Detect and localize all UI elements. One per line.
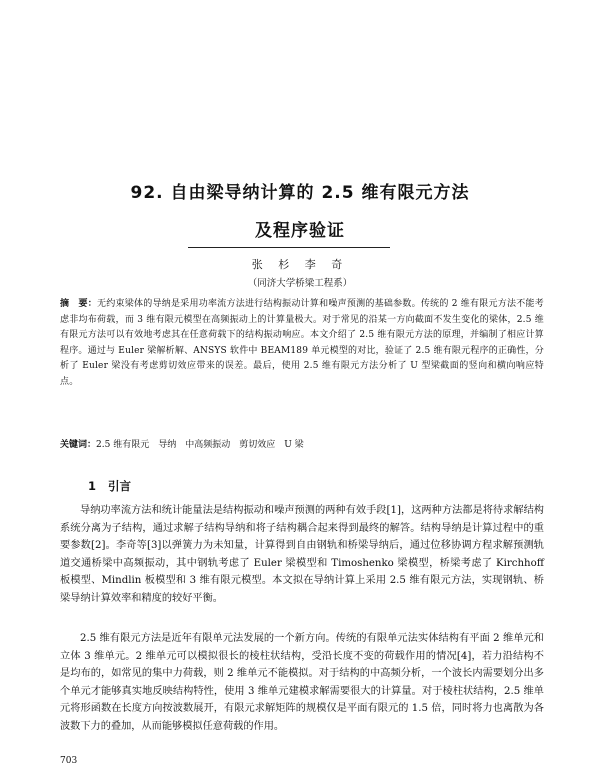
abstract-label: 摘 要： [60,299,98,309]
section-number: 1 [88,479,97,493]
keywords-label: 关键词： [60,440,97,450]
body-paragraph: 2.5 维有限元方法是近年有限单元法发展的一个新方向。传统的有限单元法实体结构有平面 2 维单元和立体 3 维单元。2 维单元可以模拟很长的棱柱状结构，受沿长度不变的荷载作用的情况[4]，若力沿结构不是均布的，如常见的集中力荷载，则 2 维单元不能模拟。对于结构的中高频分析，一个波长内需要划分出多个单元才能够真实地反映结构特性，使用 3 维单元建模求解需要很大的计算量。对于棱柱状结构，2.5 维单元将形函数在长度方向按波数展开，有限元求解矩阵的规模仅是平面有限元的 1.5 倍，同时将力也离散为各波数下力的叠加，从而能够模拟任意荷载的作用。 [60,633,544,732]
keywords [60,437,544,450]
affiliation: （同济大学桥梁工程系） [247,278,353,289]
section-heading [88,478,143,494]
paper-title-line1: 92. 自由梁导纳计算的 2.5 维有限元方法 [130,183,470,203]
page-number: 703 [60,756,78,766]
section-title: 引言 [108,479,132,493]
paper-title-line2: 及程序验证 [255,221,345,241]
authors: 张 杉 李 奇 [251,258,349,271]
keywords-text: 2.5 维有限元 导纳 中高频振动 剪切效应 U 梁 [96,440,304,450]
abstract [60,297,544,390]
title-divider [188,247,390,248]
abstract-text: 无约束梁体的导纳是采用功率流方法进行结构振动计算和噪声预测的基础参数。传统的 2 维有限元方法不能考虑非均布荷载，而 3 维有限元模型在高频振动上的计算量极大。对于常见的沿某一方向截面不发生变化的梁体，2.5 维有限元方法可以有效地考虑其在任意荷载下的结构振动响应。本文介绍了 2.5 维有限元方法的原理，并编制了相应计算程序。通过与 Euler 梁解析解、ANSYS 软件中 BEAM189 单元模型的对比，验证了 2.5 维有限元程序的正确性，分析了 Euler 梁没有考虑剪切效应带来的误差。最后，使用 2.5 维有限元方法分析了 U 型梁截面的竖向和横向响应特点。 [60,299,544,387]
body-paragraph: 导纳功率流方法和统计能量法是结构振动和噪声预测的两种有效手段[1]，这两种方法都是将待求解结构系统分离为子结构，通过求解子结构导纳和将子结构耦合起来得到最终的解答。结构导纳是计算过程中的重要参数[2]。李奇等[3]以弹簧力为未知量，计算得到自由钢轨和桥梁导纳后，通过位移协调方程求解预测轨道交通桥梁中高频振动，其中钢轨考虑了 Euler 梁模型和 Timoshenko 梁模型，桥梁考虑了 Kirchhoff 板模型、Mindlin 板模型和 3 维有限元模型。本文拟在导纳计算上采用 2.5 维有限元方法，实现钢轨、桥梁导纳计算效率和精度的较好平衡。 [60,505,544,604]
